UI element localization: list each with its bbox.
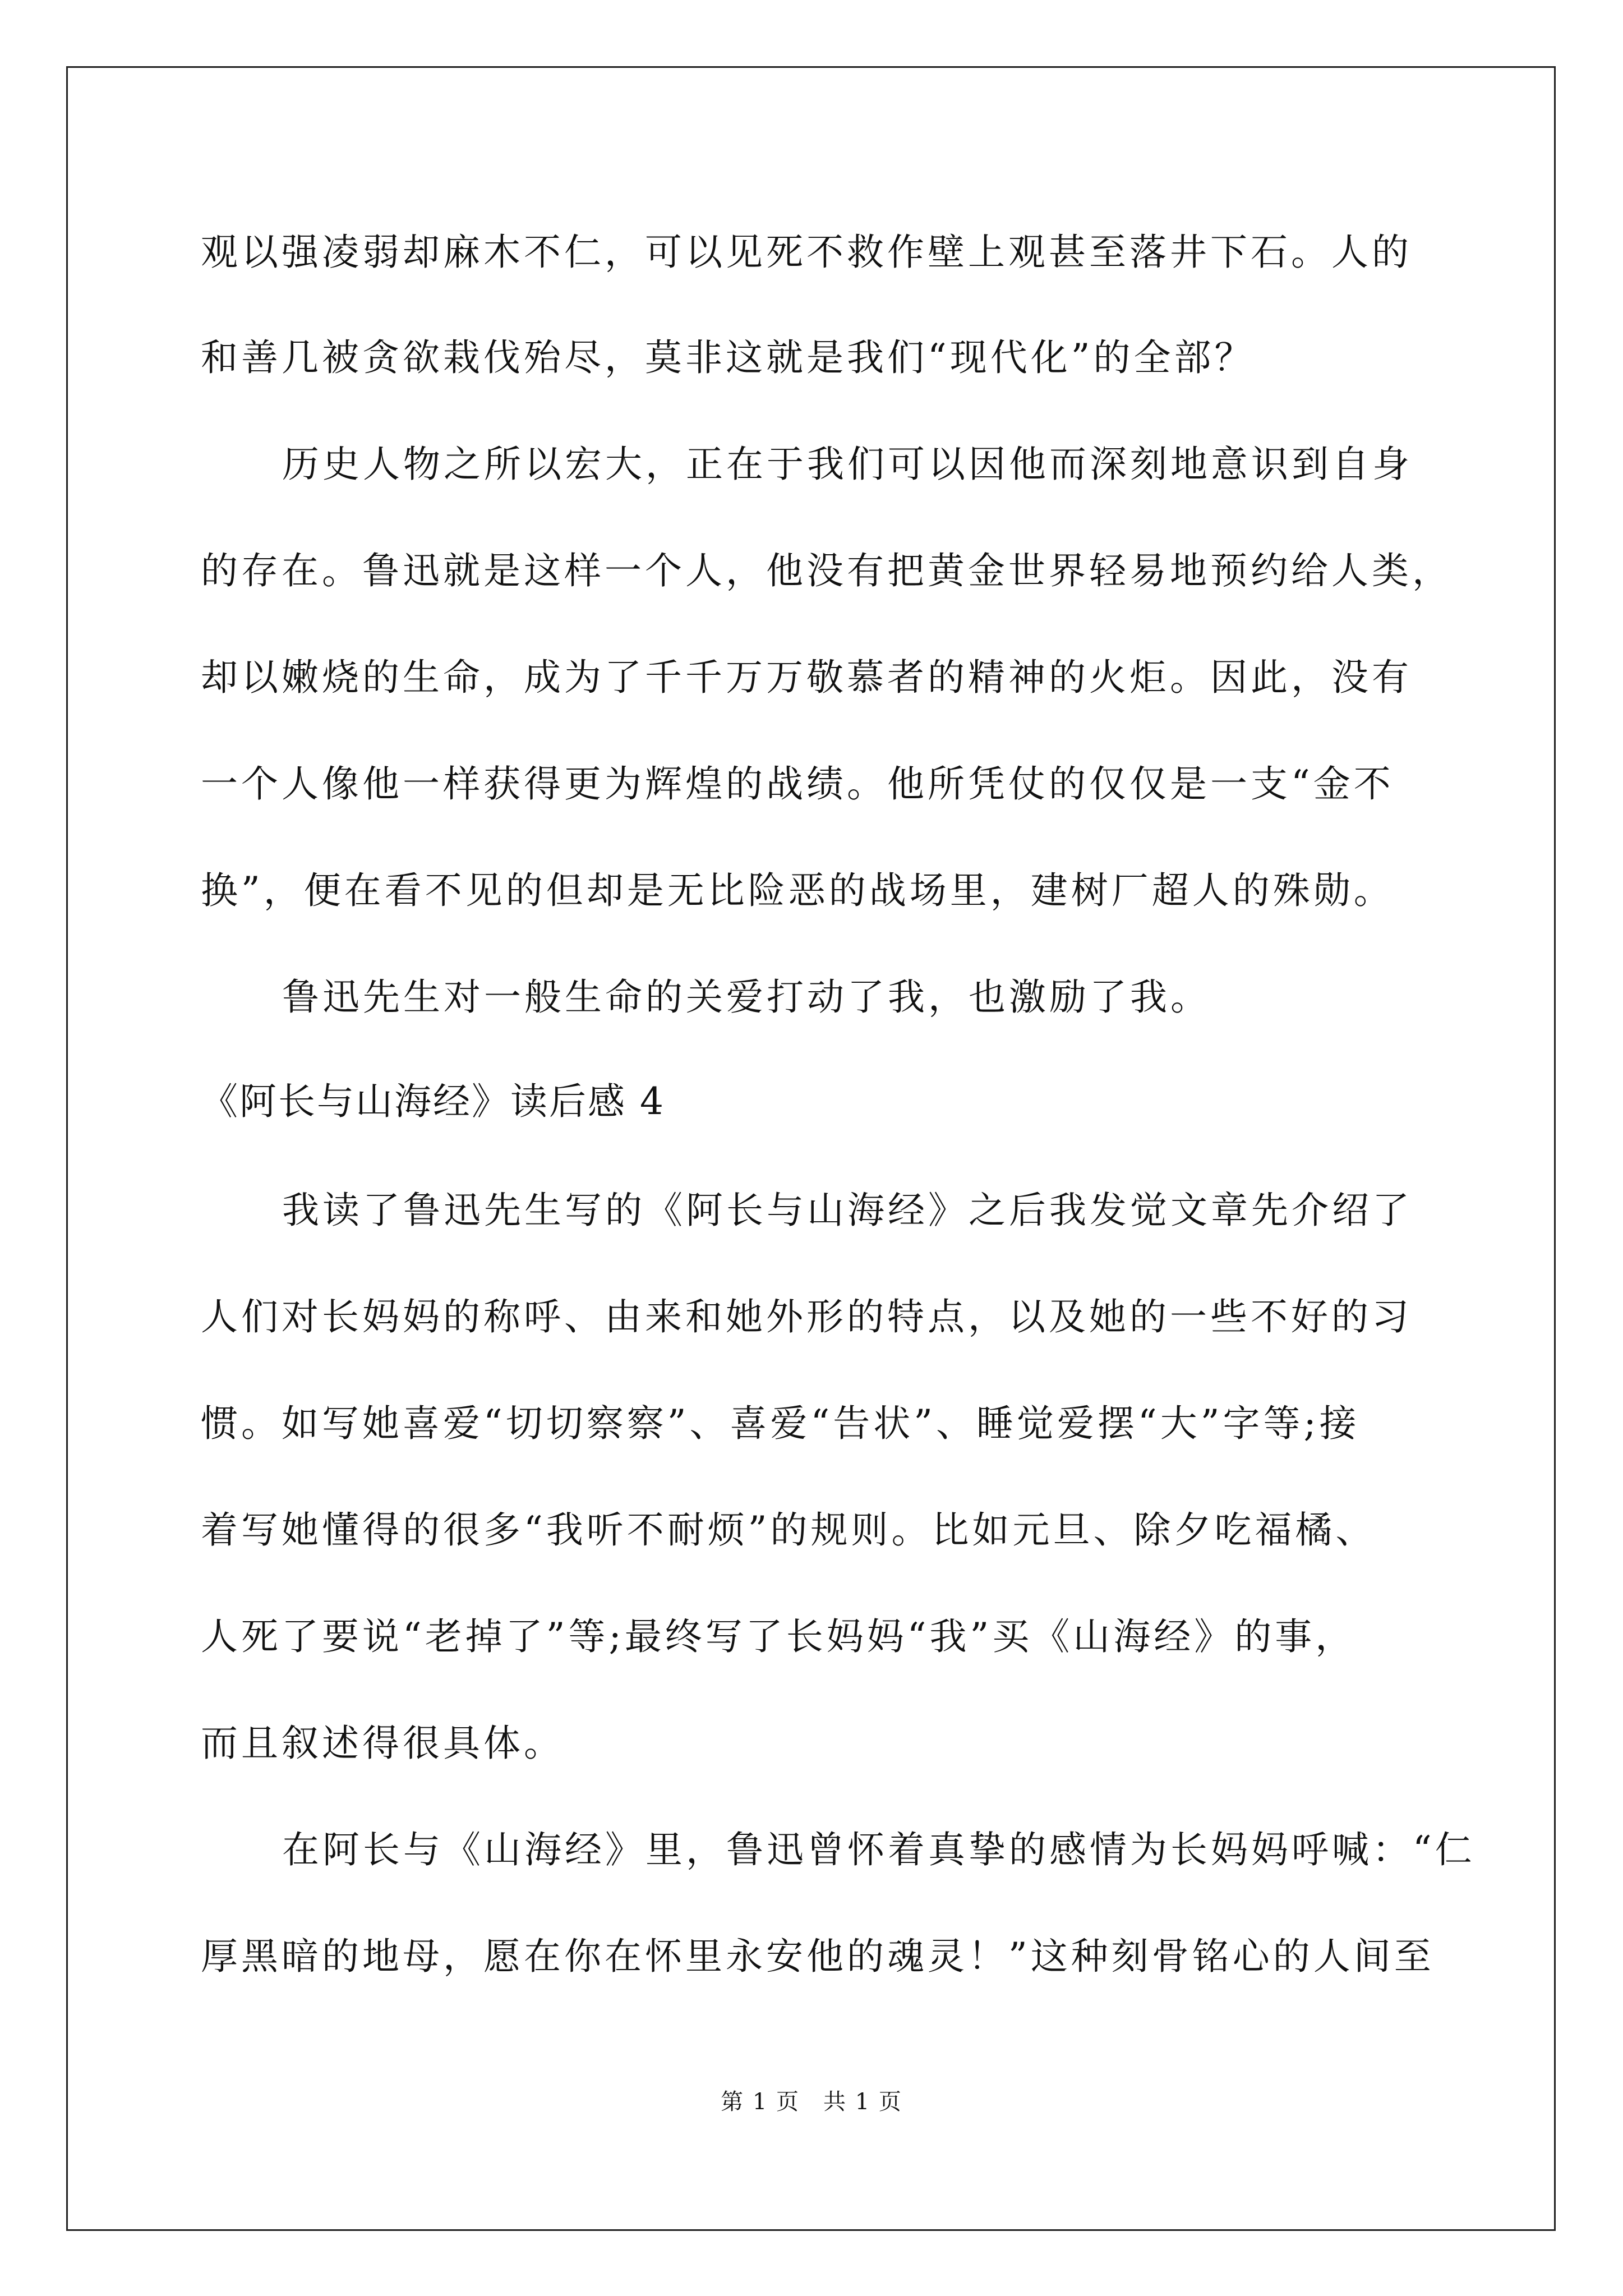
text-line: 而且叙述得很具体。 bbox=[201, 1722, 564, 1765]
text-line: 换”，便在看不见的但却是无比险恶的战场里，建树厂超人的殊勋。 bbox=[201, 869, 1394, 912]
text-line: 厚黑暗的地母，愿在你在怀里永安他的魂灵！”这种刻骨铭心的人间至 bbox=[201, 1935, 1435, 1978]
section-heading: 《阿长与山海经》读后感 4 bbox=[201, 1080, 665, 1123]
text-line: 却以嫩烧的生命，成为了千千万万敬慕者的精神的火炬。因此，没有 bbox=[201, 656, 1412, 699]
text-line: 着写她懂得的很多“我听不耐烦”的规则。比如元旦、除夕吃福橘、 bbox=[201, 1508, 1376, 1552]
page-number: 第 1 页 共 1 页 bbox=[721, 2089, 902, 2115]
text-line: 的存在。鲁迅就是这样一个人，他没有把黄金世界轻易地预约给人类， bbox=[201, 549, 1453, 592]
paragraph-start: 我读了鲁迅先生写的《阿长与山海经》之后我发觉文章先介绍了 bbox=[282, 1189, 1413, 1232]
text-line: 人死了要说“老掉了”等;最终写了长妈妈“我”买《山海经》的事， bbox=[201, 1615, 1356, 1658]
text-line: 观以强凌弱却麻木不仁，可以见死不救作壁上观甚至落井下石。人的 bbox=[201, 231, 1412, 274]
text-line: 惯。如写她喜爱“切切察察”、喜爱“告状”、睡觉爱摆“大”字等;接 bbox=[201, 1402, 1360, 1445]
paragraph-start: 在阿长与《山海经》里，鲁迅曾怀着真挚的感情为长妈妈呼喊：“仁 bbox=[282, 1828, 1476, 1871]
page-border bbox=[66, 66, 1556, 2231]
text-line: 人们对长妈妈的称呼、由来和她外形的特点，以及她的一些不好的习 bbox=[201, 1295, 1412, 1338]
text-line: 一个人像他一样获得更为辉煌的战绩。他所凭仗的仅仅是一支“金不 bbox=[201, 762, 1394, 806]
text-line: 和善几被贪欲栽伐殆尽，莫非这就是我们“现代化”的全部？ bbox=[201, 336, 1255, 379]
paragraph-start: 历史人物之所以宏大，正在于我们可以因他而深刻地意识到自身 bbox=[282, 443, 1413, 486]
paragraph-start: 鲁迅先生对一般生命的关爱打动了我，也激励了我。 bbox=[282, 976, 1211, 1019]
